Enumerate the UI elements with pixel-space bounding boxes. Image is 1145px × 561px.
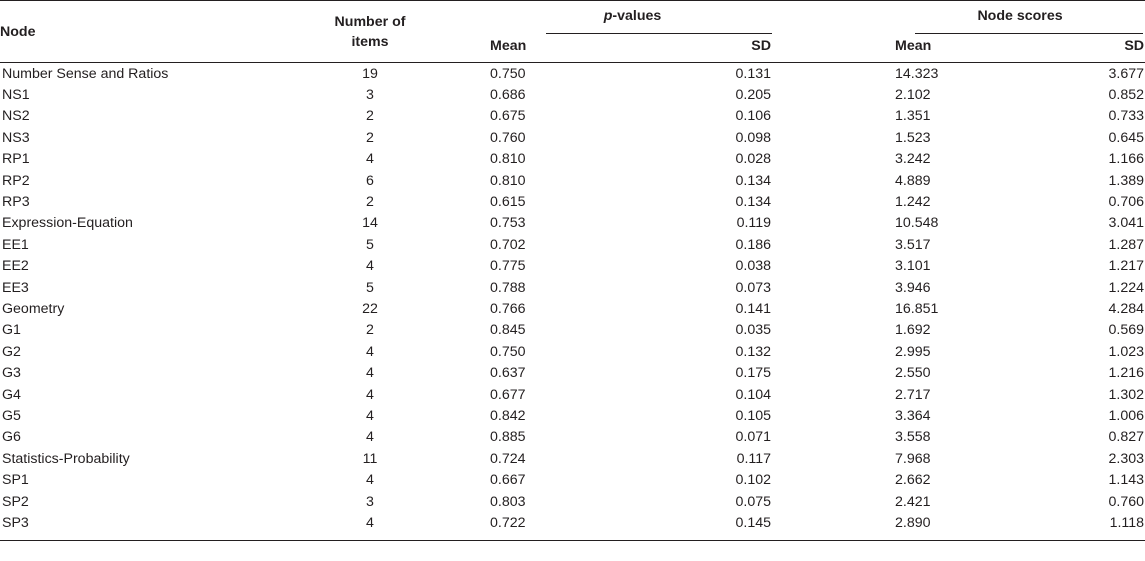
cell-node-scores-sd: 3.677	[1108, 65, 1145, 82]
cell-pvalues-mean: 0.724	[490, 450, 526, 467]
header-node-scores: Node scores	[895, 1, 1145, 31]
cell-number-of-items: 5	[366, 236, 374, 253]
cell-pvalues-sd: 0.104	[735, 386, 772, 403]
cell-gap	[775, 213, 895, 234]
table-row	[0, 170, 1145, 191]
cell-number-of-items: 4	[366, 365, 374, 382]
header-gap	[775, 1, 895, 31]
table-row	[0, 213, 1145, 234]
cell-node: Number Sense and Ratios	[2, 65, 169, 82]
cell-number-of-items: 14	[362, 215, 378, 232]
table-row	[0, 277, 1145, 298]
cell-node: RP2	[2, 172, 30, 189]
cell-gap	[775, 320, 895, 341]
header-node: Node	[0, 1, 250, 63]
table-body	[0, 63, 1145, 541]
cell-gap	[775, 191, 895, 212]
cell-node-scores-mean: 3.946	[895, 279, 931, 296]
cell-pvalues-mean: 0.810	[490, 172, 526, 189]
cell-pvalues-sd: 0.035	[735, 322, 772, 339]
cell-node: RP3	[2, 194, 30, 211]
header-pvalues-mean: Mean	[490, 38, 527, 54]
cell-node-scores-mean: 1.692	[895, 322, 931, 339]
table-row	[0, 448, 1145, 469]
cell-pvalues-sd: 0.105	[735, 407, 772, 424]
cell-pvalues-mean: 0.667	[490, 472, 526, 489]
cell-gap	[775, 469, 895, 490]
cell-pvalues-sd: 0.134	[735, 172, 772, 189]
table-row	[0, 384, 1145, 405]
cell-node: G1	[2, 322, 21, 339]
cell-node: G2	[2, 343, 21, 360]
cell-pvalues-mean: 0.760	[490, 129, 526, 146]
cell-pvalues-mean: 0.775	[490, 258, 526, 275]
cell-node: NS3	[2, 129, 30, 146]
header-number-of-items	[250, 1, 490, 63]
cell-pvalues-sd: 0.131	[735, 65, 772, 82]
header-items-line1: Number of	[334, 13, 406, 30]
cell-node-scores-mean: 2.995	[895, 343, 931, 360]
cell-number-of-items: 4	[250, 512, 490, 541]
cell-pvalues-sd: 0.145	[620, 512, 775, 541]
cell-gap	[775, 127, 895, 148]
cell-pvalues-sd: 0.117	[736, 450, 772, 467]
cell-node: SP2	[2, 493, 29, 510]
cell-node-scores-sd: 1.302	[1108, 386, 1145, 403]
cell-pvalues-sd: 0.134	[735, 194, 772, 211]
cell-node-scores-sd: 0.569	[1108, 322, 1145, 339]
cell-node-scores-mean: 10.548	[895, 215, 939, 232]
cell-node-scores-mean: 2.550	[895, 365, 931, 382]
cell-number-of-items: 6	[366, 172, 374, 189]
cell-gap	[775, 362, 895, 383]
cell-pvalues-sd: 0.038	[735, 258, 772, 275]
cell-pvalues-mean: 0.750	[490, 343, 526, 360]
cell-node: NS2	[2, 108, 30, 125]
cell-pvalues-sd: 0.205	[735, 87, 772, 104]
cell-gap	[775, 427, 895, 448]
cell-pvalues-sd: 0.175	[735, 365, 772, 382]
cell-number-of-items: 3	[366, 87, 374, 104]
header-pvalues-rest: -values	[612, 7, 662, 24]
table-row	[0, 491, 1145, 512]
cell-number-of-items: 4	[366, 407, 374, 424]
cell-node: NS1	[2, 87, 30, 104]
cell-pvalues-mean: 0.803	[490, 493, 526, 510]
cell-node-scores-sd: 1.389	[1108, 172, 1145, 189]
node-scores-group-rule	[915, 33, 1143, 34]
cell-gap	[775, 234, 895, 255]
cell-number-of-items: 4	[366, 151, 374, 168]
cell-node-scores-mean: 2.717	[895, 386, 931, 403]
cell-node-scores-mean: 2.890	[895, 512, 1025, 541]
cell-number-of-items: 2	[366, 129, 374, 146]
cell-number-of-items: 5	[366, 279, 374, 296]
cell-number-of-items: 2	[366, 322, 374, 339]
cell-node-scores-mean: 14.323	[895, 65, 939, 82]
cell-node: SP3	[0, 512, 250, 541]
cell-pvalues-sd: 0.102	[735, 472, 772, 489]
cell-pvalues-mean: 0.637	[490, 365, 526, 382]
cell-gap	[775, 298, 895, 319]
table-row	[0, 191, 1145, 212]
cell-number-of-items: 4	[366, 386, 374, 403]
cell-pvalues-sd: 0.141	[735, 300, 772, 317]
table-row	[0, 298, 1145, 319]
header-pvalues-italic: p	[603, 7, 613, 24]
cell-node-scores-sd: 4.284	[1108, 300, 1145, 317]
cell-pvalues-sd: 0.028	[735, 151, 772, 168]
cell-pvalues-sd: 0.106	[735, 108, 772, 125]
cell-pvalues-mean: 0.750	[490, 65, 526, 82]
cell-gap	[775, 149, 895, 170]
cell-node-scores-sd: 0.733	[1108, 108, 1145, 125]
cell-node-scores-mean: 1.242	[895, 194, 931, 211]
cell-node-scores-sd: 3.041	[1108, 215, 1145, 232]
cell-node-scores-sd: 1.143	[1108, 472, 1145, 489]
cell-node: G5	[2, 407, 21, 424]
cell-node-scores-mean: 2.421	[895, 493, 931, 510]
cell-number-of-items: 4	[366, 258, 374, 275]
cell-pvalues-sd: 0.132	[735, 343, 772, 360]
cell-node-scores-mean: 3.517	[895, 236, 931, 253]
pvalues-group-rule	[546, 33, 772, 34]
header-pvalues	[490, 1, 775, 31]
header-node-scores-sd: SD	[1124, 38, 1145, 54]
table-row	[0, 362, 1145, 383]
cell-gap	[775, 84, 895, 105]
table-row	[0, 234, 1145, 255]
cell-node-scores-sd: 0.645	[1108, 129, 1145, 146]
cell-pvalues-mean: 0.753	[490, 215, 526, 232]
cell-node-scores-sd: 1.217	[1108, 258, 1145, 275]
cell-node-scores-sd: 0.852	[1108, 87, 1145, 104]
cell-pvalues-sd: 0.073	[735, 279, 772, 296]
cell-gap	[775, 448, 895, 469]
cell-node-scores-mean: 3.558	[895, 429, 931, 446]
cell-gap	[775, 277, 895, 298]
cell-pvalues-mean: 0.845	[490, 322, 526, 339]
table-header	[0, 1, 1145, 63]
cell-node-scores-sd: 1.216	[1108, 365, 1145, 382]
table-row	[0, 63, 1145, 85]
cell-gap	[775, 63, 895, 85]
cell-number-of-items: 3	[366, 493, 374, 510]
table-row	[0, 341, 1145, 362]
cell-gap	[775, 256, 895, 277]
cell-gap	[775, 512, 895, 541]
cell-pvalues-mean: 0.686	[490, 87, 526, 104]
cell-number-of-items: 22	[362, 300, 378, 317]
table-row	[0, 427, 1145, 448]
header-items-line2: items	[351, 33, 389, 50]
cell-node-scores-mean: 16.851	[895, 300, 939, 317]
cell-node-scores-sd: 0.827	[1108, 429, 1145, 446]
table-row	[0, 127, 1145, 148]
cell-number-of-items: 19	[362, 65, 378, 82]
cell-pvalues-mean: 0.766	[490, 300, 526, 317]
cell-node: EE2	[2, 258, 29, 275]
cell-node-scores-sd: 0.706	[1108, 194, 1145, 211]
table-row	[0, 84, 1145, 105]
cell-gap	[775, 491, 895, 512]
cell-node-scores-sd: 1.166	[1108, 151, 1145, 168]
table-row	[0, 512, 1145, 541]
cell-pvalues-sd: 0.119	[736, 215, 772, 232]
cell-node-scores-sd: 1.023	[1108, 343, 1145, 360]
cell-node: EE1	[2, 236, 29, 253]
cell-node-scores-sd: 1.006	[1108, 407, 1145, 424]
cell-gap	[775, 384, 895, 405]
cell-node: EE3	[2, 279, 29, 296]
cell-pvalues-mean: 0.885	[490, 429, 526, 446]
cell-gap	[775, 106, 895, 127]
header-node-scores-mean: Mean	[895, 38, 932, 54]
cell-pvalues-sd: 0.186	[735, 236, 772, 253]
cell-pvalues-mean: 0.722	[490, 512, 620, 541]
cell-number-of-items: 11	[362, 450, 378, 467]
cell-number-of-items: 4	[366, 429, 374, 446]
cell-node-scores-mean: 2.102	[895, 87, 931, 104]
cell-number-of-items: 4	[366, 343, 374, 360]
table-row	[0, 106, 1145, 127]
cell-node: Expression-Equation	[2, 215, 133, 232]
cell-pvalues-mean: 0.810	[490, 151, 526, 168]
cell-node-scores-mean: 1.523	[895, 129, 931, 146]
cell-number-of-items: 2	[366, 194, 374, 211]
table-row	[0, 469, 1145, 490]
cell-node-scores-mean: 3.364	[895, 407, 931, 424]
cell-node-scores-mean: 3.101	[895, 258, 931, 275]
cell-pvalues-sd: 0.071	[735, 429, 772, 446]
cell-node: Statistics-Probability	[2, 450, 130, 467]
cell-node-scores-mean: 3.242	[895, 151, 931, 168]
header-gap-2	[775, 30, 895, 63]
cell-node-scores-mean: 4.889	[895, 172, 931, 189]
cell-number-of-items: 2	[366, 108, 374, 125]
cell-pvalues-sd: 0.075	[735, 493, 772, 510]
table-row	[0, 256, 1145, 277]
cell-node: G4	[2, 386, 21, 403]
header-pvalues-sd: SD	[751, 38, 772, 54]
cell-node-scores-mean: 2.662	[895, 472, 931, 489]
cell-pvalues-mean: 0.842	[490, 407, 526, 424]
cell-node-scores-mean: 1.351	[895, 108, 931, 125]
cell-number-of-items: 4	[366, 472, 374, 489]
cell-gap	[775, 341, 895, 362]
cell-node: G3	[2, 365, 21, 382]
cell-node: G6	[2, 429, 21, 446]
cell-node-scores-sd: 0.760	[1108, 493, 1145, 510]
table-row	[0, 320, 1145, 341]
cell-pvalues-mean: 0.675	[490, 108, 526, 125]
cell-pvalues-mean: 0.702	[490, 236, 526, 253]
cell-node: Geometry	[2, 300, 65, 317]
cell-node-scores-sd: 2.303	[1108, 450, 1145, 467]
cell-pvalues-mean: 0.615	[490, 194, 526, 211]
cell-pvalues-mean: 0.788	[490, 279, 526, 296]
table-row	[0, 405, 1145, 426]
cell-node-scores-sd: 1.118	[1025, 512, 1145, 541]
cell-node-scores-sd: 1.224	[1108, 279, 1145, 296]
cell-node-scores-mean: 7.968	[895, 450, 931, 467]
table-row	[0, 149, 1145, 170]
cell-gap	[775, 170, 895, 191]
cell-node: SP1	[2, 472, 29, 489]
cell-pvalues-sd: 0.098	[735, 129, 772, 146]
cell-pvalues-mean: 0.677	[490, 386, 526, 403]
cell-node: RP1	[2, 151, 30, 168]
cell-gap	[775, 405, 895, 426]
cell-node-scores-sd: 1.287	[1108, 236, 1145, 253]
